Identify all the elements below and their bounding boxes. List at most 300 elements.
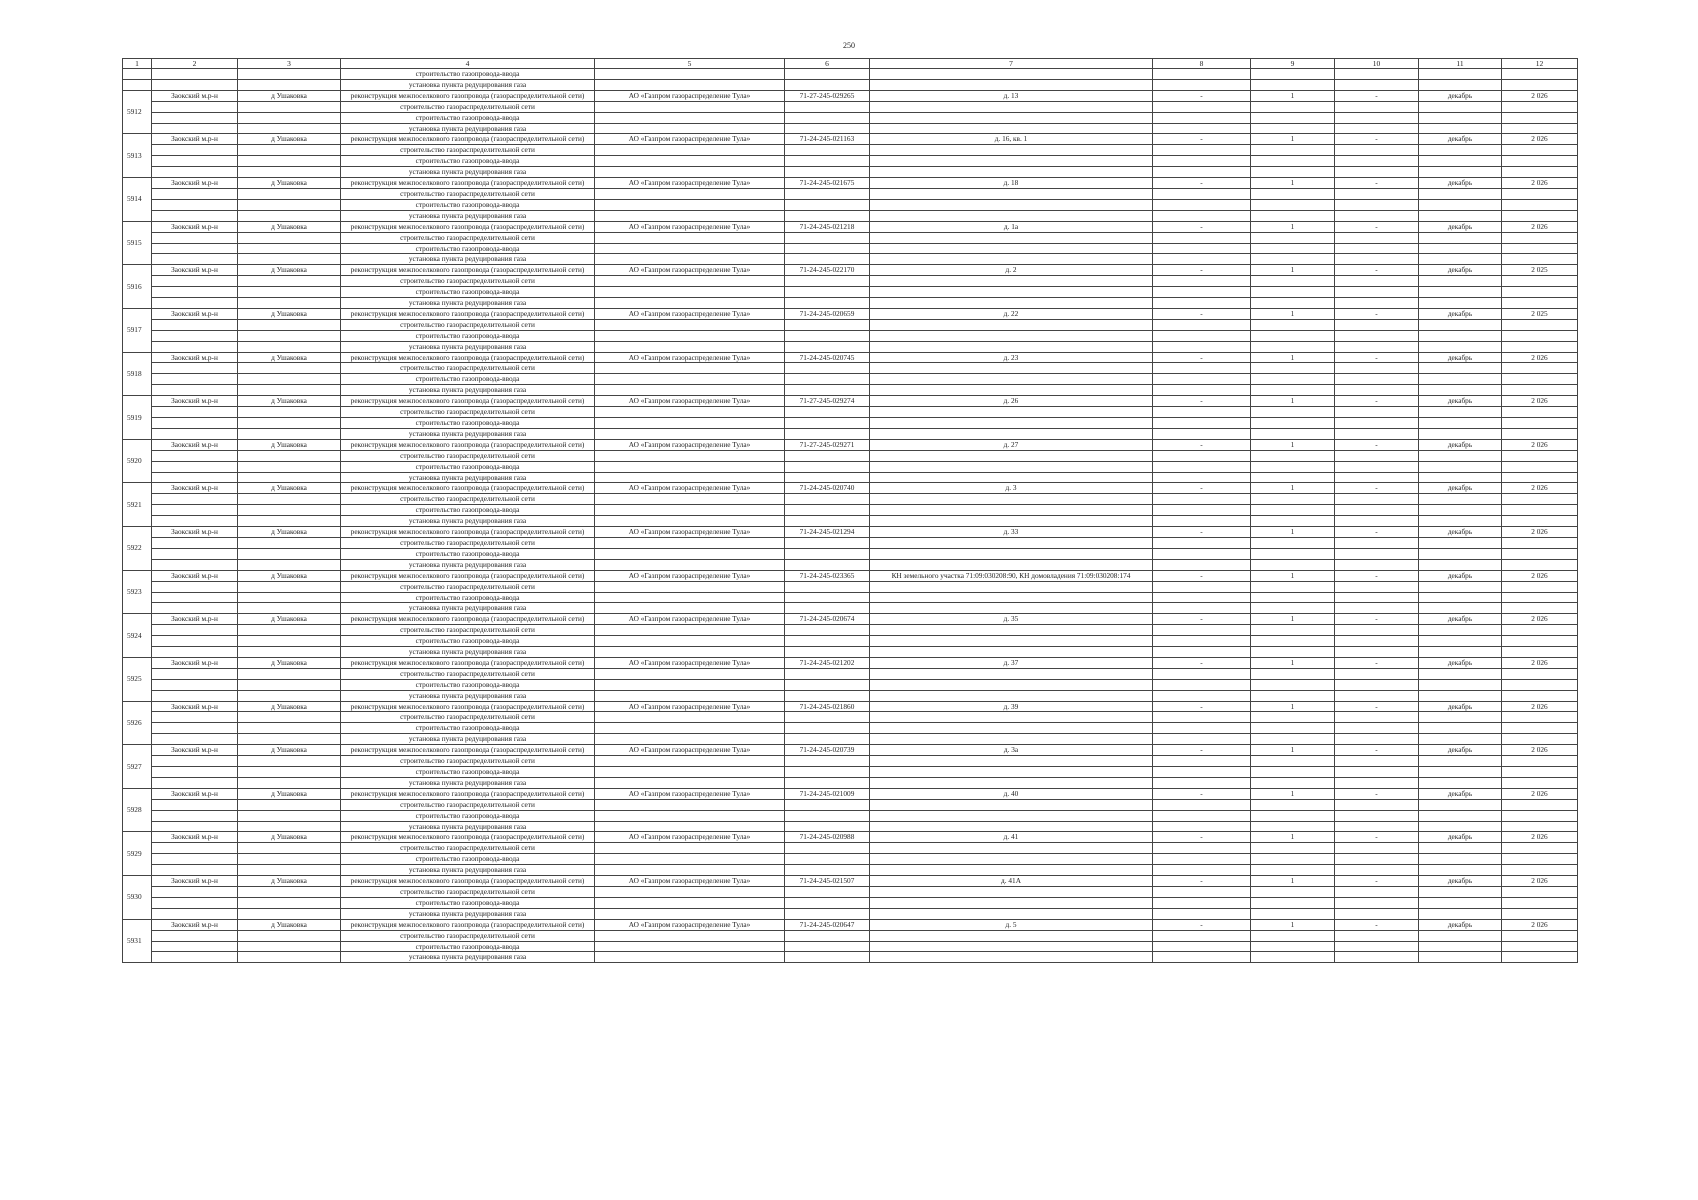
col8-cell: - — [1153, 745, 1251, 756]
organization-cell: АО «Газпром газораспределение Тула» — [595, 570, 785, 581]
col8-cell: - — [1153, 876, 1251, 887]
month-cell: декабрь — [1419, 745, 1502, 756]
record-number: 5916 — [123, 265, 152, 309]
year-cell: 2 026 — [1502, 221, 1578, 232]
col10-cell: - — [1335, 308, 1419, 319]
work-type-cell: строительство газопровода-ввода — [341, 374, 595, 385]
table-row — [123, 799, 1578, 810]
work-type-cell: реконструкция межпоселкового газопровода (газораспределительной сети) — [341, 527, 595, 538]
record-number: 5928 — [123, 788, 152, 832]
table-row — [123, 188, 1578, 199]
col10-cell: - — [1335, 745, 1419, 756]
table-row — [123, 886, 1578, 897]
table-row — [123, 614, 1578, 625]
district-cell: Заокский м.р-н — [152, 701, 238, 712]
district-cell: Заокский м.р-н — [152, 221, 238, 232]
work-type-cell: строительство газораспределительной сети — [341, 363, 595, 374]
work-type-cell: реконструкция межпоселкового газопровода (газораспределительной сети) — [341, 483, 595, 494]
table-row — [123, 865, 1578, 876]
col9-cell: 1 — [1251, 221, 1335, 232]
settlement-cell: д Ушаковка — [238, 832, 341, 843]
request-code-cell: 71-24-245-021218 — [785, 221, 870, 232]
settlement-cell: д Ушаковка — [238, 90, 341, 101]
table-row — [123, 876, 1578, 887]
year-cell: 2 026 — [1502, 352, 1578, 363]
work-type-cell: строительство газопровода-ввода — [341, 810, 595, 821]
district-cell: Заокский м.р-н — [152, 614, 238, 625]
work-type-cell: строительство газораспределительной сети — [341, 843, 595, 854]
work-type-cell: установка пункта редуцирования газа — [341, 821, 595, 832]
col10-cell: - — [1335, 439, 1419, 450]
work-type-cell: реконструкция межпоселкового газопровода (газораспределительной сети) — [341, 134, 595, 145]
work-type-cell: реконструкция межпоселкового газопровода (газораспределительной сети) — [341, 614, 595, 625]
header-cell: 5 — [595, 59, 785, 69]
table-row — [123, 657, 1578, 668]
table-row — [123, 690, 1578, 701]
col10-cell: - — [1335, 657, 1419, 668]
table-row — [123, 548, 1578, 559]
work-type-cell: строительство газораспределительной сети — [341, 145, 595, 156]
address-cell: д. 33 — [870, 527, 1153, 538]
settlement-cell: д Ушаковка — [238, 657, 341, 668]
month-cell: декабрь — [1419, 527, 1502, 538]
col9-cell: 1 — [1251, 919, 1335, 930]
table-row — [123, 908, 1578, 919]
organization-cell: АО «Газпром газораспределение Тула» — [595, 788, 785, 799]
table-row — [123, 385, 1578, 396]
table-row — [123, 941, 1578, 952]
col10-cell: - — [1335, 483, 1419, 494]
district-cell: Заокский м.р-н — [152, 265, 238, 276]
district-cell: Заокский м.р-н — [152, 396, 238, 407]
col9-cell: 1 — [1251, 352, 1335, 363]
table-row — [123, 407, 1578, 418]
work-type-cell: установка пункта редуцирования газа — [341, 123, 595, 134]
year-cell: 2 026 — [1502, 614, 1578, 625]
document-table — [122, 58, 1578, 963]
address-cell: д. 3 — [870, 483, 1153, 494]
record-number: 5927 — [123, 745, 152, 789]
col9-cell: 1 — [1251, 527, 1335, 538]
settlement-cell: д Ушаковка — [238, 483, 341, 494]
organization-cell: АО «Газпром газораспределение Тула» — [595, 614, 785, 625]
organization-cell: АО «Газпром газораспределение Тула» — [595, 396, 785, 407]
table-row — [123, 745, 1578, 756]
district-cell: Заокский м.р-н — [152, 308, 238, 319]
record-number: 5930 — [123, 876, 152, 920]
work-type-cell: строительство газопровода-ввода — [341, 287, 595, 298]
work-type-cell: строительство газораспределительной сети — [341, 276, 595, 287]
table-row — [123, 134, 1578, 145]
table-row — [123, 832, 1578, 843]
work-type-cell: установка пункта редуцирования газа — [341, 647, 595, 658]
district-cell: Заокский м.р-н — [152, 178, 238, 189]
col10-cell: - — [1335, 265, 1419, 276]
work-type-cell: строительство газопровода-ввода — [341, 461, 595, 472]
work-type-cell: реконструкция межпоселкового газопровода (газораспределительной сети) — [341, 439, 595, 450]
district-cell: Заокский м.р-н — [152, 788, 238, 799]
request-code-cell: 71-24-245-022170 — [785, 265, 870, 276]
work-type-cell: реконструкция межпоселкового газопровода (газораспределительной сети) — [341, 90, 595, 101]
col10-cell: - — [1335, 919, 1419, 930]
request-code-cell: 71-24-245-020674 — [785, 614, 870, 625]
work-type-cell: строительство газораспределительной сети — [341, 188, 595, 199]
month-cell: декабрь — [1419, 90, 1502, 101]
table-row — [123, 723, 1578, 734]
table-row — [123, 210, 1578, 221]
record-number: 5912 — [123, 90, 152, 134]
address-cell: д. 16, кв. 1 — [870, 134, 1153, 145]
district-cell: Заокский м.р-н — [152, 876, 238, 887]
work-type-cell: установка пункта редуцирования газа — [341, 210, 595, 221]
table-row — [123, 123, 1578, 134]
col8-cell: - — [1153, 308, 1251, 319]
work-type-cell: строительство газораспределительной сети — [341, 101, 595, 112]
request-code-cell: 71-24-245-023365 — [785, 570, 870, 581]
work-type-cell: строительство газораспределительной сети — [341, 319, 595, 330]
col10-cell: - — [1335, 396, 1419, 407]
col10-cell: - — [1335, 570, 1419, 581]
district-cell: Заокский м.р-н — [152, 483, 238, 494]
address-cell: д. 23 — [870, 352, 1153, 363]
organization-cell: АО «Газпром газораспределение Тула» — [595, 308, 785, 319]
table-row — [123, 298, 1578, 309]
month-cell: декабрь — [1419, 876, 1502, 887]
work-type-cell: установка пункта редуцирования газа — [341, 472, 595, 483]
work-type-cell: установка пункта редуцирования газа — [341, 865, 595, 876]
table-row — [123, 734, 1578, 745]
address-cell: д. 18 — [870, 178, 1153, 189]
work-type-cell: реконструкция межпоселкового газопровода (газораспределительной сети) — [341, 701, 595, 712]
work-type-cell: строительство газораспределительной сети — [341, 494, 595, 505]
year-cell: 2 026 — [1502, 483, 1578, 494]
address-cell: д. 41 — [870, 832, 1153, 843]
col8-cell: - — [1153, 439, 1251, 450]
header-row — [123, 59, 1578, 69]
work-type-cell: строительство газопровода-ввода — [341, 548, 595, 559]
address-cell: д. 13 — [870, 90, 1153, 101]
table-row — [123, 450, 1578, 461]
work-type-cell: реконструкция межпоселкового газопровода (газораспределительной сети) — [341, 265, 595, 276]
year-cell: 2 026 — [1502, 90, 1578, 101]
work-type-cell: установка пункта редуцирования газа — [341, 908, 595, 919]
table-row — [123, 396, 1578, 407]
request-code-cell: 71-27-245-029271 — [785, 439, 870, 450]
table-row — [123, 472, 1578, 483]
work-type-cell: реконструкция межпоселкового газопровода (газораспределительной сети) — [341, 221, 595, 232]
table-row — [123, 69, 1578, 80]
settlement-cell: д Ушаковка — [238, 308, 341, 319]
settlement-cell: д Ушаковка — [238, 221, 341, 232]
record-number: 5918 — [123, 352, 152, 396]
organization-cell: АО «Газпром газораспределение Тула» — [595, 832, 785, 843]
table-row — [123, 647, 1578, 658]
col9-cell: 1 — [1251, 788, 1335, 799]
work-type-cell: строительство газопровода-ввода — [341, 418, 595, 429]
table-row — [123, 854, 1578, 865]
organization-cell: АО «Газпром газораспределение Тула» — [595, 919, 785, 930]
work-type-cell: установка пункта редуцирования газа — [341, 298, 595, 309]
table-row — [123, 352, 1578, 363]
table-row — [123, 788, 1578, 799]
organization-cell: АО «Газпром газораспределение Тула» — [595, 657, 785, 668]
col8-cell: - — [1153, 570, 1251, 581]
col8-cell: - — [1153, 483, 1251, 494]
record-number: 5926 — [123, 701, 152, 745]
year-cell: 2 026 — [1502, 657, 1578, 668]
month-cell: декабрь — [1419, 614, 1502, 625]
table-row — [123, 897, 1578, 908]
request-code-cell: 71-24-245-020988 — [785, 832, 870, 843]
col9-cell: 1 — [1251, 832, 1335, 843]
settlement-cell: д Ушаковка — [238, 614, 341, 625]
address-cell: д. 3а — [870, 745, 1153, 756]
work-type-cell: строительство газопровода-ввода — [341, 723, 595, 734]
col10-cell: - — [1335, 134, 1419, 145]
col9-cell: 1 — [1251, 178, 1335, 189]
col8-cell: - — [1153, 178, 1251, 189]
table-row — [123, 570, 1578, 581]
district-cell: Заокский м.р-н — [152, 352, 238, 363]
work-type-cell: строительство газопровода-ввода — [341, 330, 595, 341]
month-cell: декабрь — [1419, 439, 1502, 450]
table-row — [123, 494, 1578, 505]
work-type-cell: строительство газораспределительной сети — [341, 232, 595, 243]
col8-cell: - — [1153, 90, 1251, 101]
organization-cell: АО «Газпром газораспределение Тула» — [595, 745, 785, 756]
table-row — [123, 363, 1578, 374]
work-type-cell: строительство газопровода-ввода — [341, 854, 595, 865]
address-cell: д. 35 — [870, 614, 1153, 625]
organization-cell: АО «Газпром газораспределение Тула» — [595, 439, 785, 450]
year-cell: 2 026 — [1502, 876, 1578, 887]
header-cell: 9 — [1251, 59, 1335, 69]
address-cell: д. 5 — [870, 919, 1153, 930]
settlement-cell: д Ушаковка — [238, 701, 341, 712]
year-cell: 2 026 — [1502, 832, 1578, 843]
year-cell: 2 026 — [1502, 570, 1578, 581]
district-cell: Заокский м.р-н — [152, 527, 238, 538]
col8-cell: - — [1153, 352, 1251, 363]
table-row — [123, 265, 1578, 276]
work-type-cell: строительство газораспределительной сети — [341, 581, 595, 592]
address-cell: д. 37 — [870, 657, 1153, 668]
table-row — [123, 810, 1578, 821]
work-type-cell: установка пункта редуцирования газа — [341, 516, 595, 527]
table-row — [123, 461, 1578, 472]
table-row — [123, 178, 1578, 189]
table-row — [123, 232, 1578, 243]
col10-cell: - — [1335, 614, 1419, 625]
col8-cell: - — [1153, 919, 1251, 930]
table-row — [123, 537, 1578, 548]
work-type-cell: строительство газопровода-ввода — [341, 767, 595, 778]
col9-cell: 1 — [1251, 570, 1335, 581]
col10-cell: - — [1335, 832, 1419, 843]
work-type-cell: строительство газораспределительной сети — [341, 625, 595, 636]
col10-cell: - — [1335, 701, 1419, 712]
table-row — [123, 483, 1578, 494]
work-type-cell: установка пункта редуцирования газа — [341, 777, 595, 788]
table-row — [123, 428, 1578, 439]
col9-cell: 1 — [1251, 396, 1335, 407]
table-row — [123, 821, 1578, 832]
year-cell: 2 026 — [1502, 134, 1578, 145]
work-type-cell: строительство газораспределительной сети — [341, 886, 595, 897]
col9-cell: 1 — [1251, 439, 1335, 450]
year-cell: 2 026 — [1502, 701, 1578, 712]
record-number: 5920 — [123, 439, 152, 483]
district-cell: Заокский м.р-н — [152, 832, 238, 843]
work-type-cell: реконструкция межпоселкового газопровода (газораспределительной сети) — [341, 745, 595, 756]
request-code-cell: 71-24-245-021202 — [785, 657, 870, 668]
address-cell: д. 26 — [870, 396, 1153, 407]
work-type-cell: строительство газораспределительной сети — [341, 450, 595, 461]
header-cell: 4 — [341, 59, 595, 69]
table-row — [123, 952, 1578, 963]
work-type-cell: реконструкция межпоселкового газопровода (газораспределительной сети) — [341, 570, 595, 581]
address-cell: д. 41А — [870, 876, 1153, 887]
col10-cell: - — [1335, 527, 1419, 538]
record-number: 5929 — [123, 832, 152, 876]
header-cell: 1 — [123, 59, 152, 69]
work-type-cell: установка пункта редуцирования газа — [341, 428, 595, 439]
table-row — [123, 843, 1578, 854]
district-cell: Заокский м.р-н — [152, 745, 238, 756]
work-type-cell: строительство газопровода-ввода — [341, 199, 595, 210]
request-code-cell: 71-27-245-029265 — [785, 90, 870, 101]
settlement-cell: д Ушаковка — [238, 265, 341, 276]
table-row — [123, 112, 1578, 123]
col10-cell: - — [1335, 178, 1419, 189]
work-type-cell: строительство газопровода-ввода — [341, 679, 595, 690]
table-row — [123, 625, 1578, 636]
work-type-cell: установка пункта редуцирования газа — [341, 952, 595, 963]
settlement-cell: д Ушаковка — [238, 439, 341, 450]
work-type-cell: установка пункта редуцирования газа — [341, 79, 595, 90]
settlement-cell: д Ушаковка — [238, 178, 341, 189]
work-type-cell: реконструкция межпоселкового газопровода (газораспределительной сети) — [341, 876, 595, 887]
request-code-cell: 71-24-245-021009 — [785, 788, 870, 799]
month-cell: декабрь — [1419, 134, 1502, 145]
organization-cell: АО «Газпром газораспределение Тула» — [595, 527, 785, 538]
request-code-cell: 71-24-245-020659 — [785, 308, 870, 319]
table-row — [123, 527, 1578, 538]
col9-cell: 1 — [1251, 308, 1335, 319]
table-row — [123, 319, 1578, 330]
table-row — [123, 592, 1578, 603]
header-cell: 12 — [1502, 59, 1578, 69]
record-number: 5913 — [123, 134, 152, 178]
col9-cell: 1 — [1251, 265, 1335, 276]
col10-cell: - — [1335, 221, 1419, 232]
district-cell: Заокский м.р-н — [152, 134, 238, 145]
header-cell: 10 — [1335, 59, 1419, 69]
table-row — [123, 516, 1578, 527]
address-cell: д. 40 — [870, 788, 1153, 799]
address-cell: КН земельного участка 71:09:030208:90, КН домовладения 71:09:030208:174 — [870, 570, 1153, 581]
address-cell: д. 1а — [870, 221, 1153, 232]
work-type-cell: строительство газопровода-ввода — [341, 897, 595, 908]
table-row — [123, 167, 1578, 178]
work-type-cell: реконструкция межпоселкового газопровода (газораспределительной сети) — [341, 788, 595, 799]
settlement-cell: д Ушаковка — [238, 788, 341, 799]
col8-cell: - — [1153, 657, 1251, 668]
work-type-cell: установка пункта редуцирования газа — [341, 559, 595, 570]
settlement-cell: д Ушаковка — [238, 396, 341, 407]
address-cell: д. 2 — [870, 265, 1153, 276]
work-type-cell: строительство газораспределительной сети — [341, 799, 595, 810]
year-cell: 2 026 — [1502, 396, 1578, 407]
col10-cell: - — [1335, 90, 1419, 101]
organization-cell: АО «Газпром газораспределение Тула» — [595, 134, 785, 145]
col8-cell: - — [1153, 788, 1251, 799]
col9-cell: 1 — [1251, 745, 1335, 756]
table-row — [123, 199, 1578, 210]
year-cell: 2 026 — [1502, 527, 1578, 538]
col9-cell: 1 — [1251, 701, 1335, 712]
table-row — [123, 767, 1578, 778]
work-type-cell: строительство газораспределительной сети — [341, 668, 595, 679]
table-row — [123, 330, 1578, 341]
record-number: 5925 — [123, 657, 152, 701]
work-type-cell: реконструкция межпоселкового газопровода (газораспределительной сети) — [341, 352, 595, 363]
header-cell: 7 — [870, 59, 1153, 69]
table-row — [123, 254, 1578, 265]
header-cell: 3 — [238, 59, 341, 69]
col10-cell: - — [1335, 788, 1419, 799]
work-type-cell: строительство газопровода-ввода — [341, 636, 595, 647]
page-number: 250 — [843, 41, 855, 50]
work-type-cell: строительство газораспределительной сети — [341, 537, 595, 548]
record-number: 5915 — [123, 221, 152, 265]
month-cell: декабрь — [1419, 657, 1502, 668]
work-type-cell: строительство газораспределительной сети — [341, 756, 595, 767]
header-cell: 11 — [1419, 59, 1502, 69]
table-row — [123, 308, 1578, 319]
record-number: 5931 — [123, 919, 152, 963]
month-cell: декабрь — [1419, 701, 1502, 712]
year-cell: 2 026 — [1502, 178, 1578, 189]
work-type-cell: строительство газопровода-ввода — [341, 69, 595, 80]
col8-cell: - — [1153, 221, 1251, 232]
organization-cell: АО «Газпром газораспределение Тула» — [595, 178, 785, 189]
col8-cell: - — [1153, 134, 1251, 145]
year-cell: 2 025 — [1502, 308, 1578, 319]
month-cell: декабрь — [1419, 265, 1502, 276]
month-cell: декабрь — [1419, 352, 1502, 363]
col10-cell: - — [1335, 876, 1419, 887]
col9-cell: 1 — [1251, 134, 1335, 145]
table-row — [123, 559, 1578, 570]
month-cell: декабрь — [1419, 396, 1502, 407]
table-row — [123, 145, 1578, 156]
organization-cell: АО «Газпром газораспределение Тула» — [595, 90, 785, 101]
month-cell: декабрь — [1419, 919, 1502, 930]
work-type-cell: реконструкция межпоселкового газопровода (газораспределительной сети) — [341, 657, 595, 668]
table-row — [123, 276, 1578, 287]
address-cell: д. 22 — [870, 308, 1153, 319]
work-type-cell: установка пункта редуцирования газа — [341, 603, 595, 614]
work-type-cell: строительство газопровода-ввода — [341, 156, 595, 167]
address-cell: д. 27 — [870, 439, 1153, 450]
work-type-cell: строительство газопровода-ввода — [341, 941, 595, 952]
header-cell: 6 — [785, 59, 870, 69]
table-row — [123, 919, 1578, 930]
month-cell: декабрь — [1419, 308, 1502, 319]
record-number: 5919 — [123, 396, 152, 440]
organization-cell: АО «Газпром газораспределение Тула» — [595, 221, 785, 232]
